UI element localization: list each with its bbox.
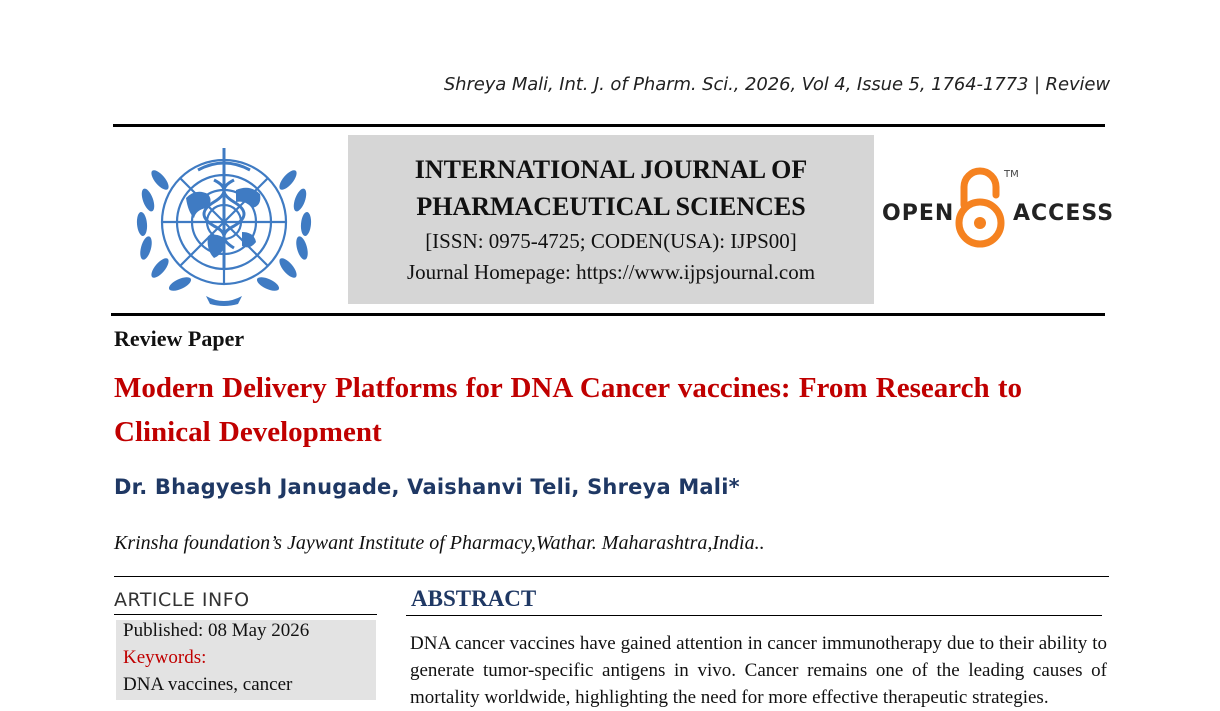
article-title: Modern Delivery Platforms for DNA Cancer vaccines: From Research to Clinical Development [114, 372, 1023, 448]
top-rule [113, 124, 1105, 127]
journal-title-line2: PHARMACEUTICAL SCIENCES [416, 192, 806, 221]
journal-homepage[interactable]: Journal Homepage: https://www.ijpsjournal.com [406, 260, 816, 284]
keywords-text: DNA vaccines, cancer [123, 674, 293, 695]
article-authors: Dr. Bhagyesh Janugade, Vaishanvi Teli, Shreya Mali* [114, 475, 740, 499]
journal-banner [348, 135, 874, 304]
article-info-underline [114, 614, 377, 615]
author-affiliation: Krinsha foundation’s Jaywant Institute of Pharmacy,Wathar. Maharashtra,India.. [114, 532, 765, 554]
open-access-logo [880, 165, 1115, 253]
open-padlock-icon [954, 165, 1010, 251]
section-divider [114, 576, 1109, 577]
open-access-access-text: ACCESS [1013, 201, 1115, 226]
keywords-label: Keywords: [123, 647, 207, 668]
article-info-heading: ARTICLE INFO [114, 589, 250, 611]
citation-line: Shreya Mali, Int. J. of Pharm. Sci., 2026, Vol 4, Issue 5, 1764-1773 | Review [443, 74, 1110, 95]
abstract-text: DNA cancer vaccines have gained attention in cancer immunotherapy due to their ability to generate tumor-specific antigens in vivo. Cancer remains one of the leading causes of mortality worldwide, highlighting the need for more effective therapeutic strategies. [410, 633, 1107, 708]
article-info-box [116, 620, 376, 700]
header-bottom-rule [111, 313, 1105, 316]
open-access-open-text: OPEN [882, 201, 955, 226]
trademark-mark: TM [1004, 169, 1019, 180]
article-type-label: Review Paper [114, 326, 245, 351]
journal-title-line1: INTERNATIONAL JOURNAL OF [414, 155, 808, 184]
published-date: Published: 08 May 2026 [123, 620, 310, 641]
abstract-heading: ABSTRACT [411, 586, 537, 611]
journal-emblem-logo [126, 140, 326, 308]
journal-issn: [ISSN: 0975-4725; CODEN(USA): IJPS00] [425, 229, 797, 253]
abstract-underline [406, 615, 1102, 616]
